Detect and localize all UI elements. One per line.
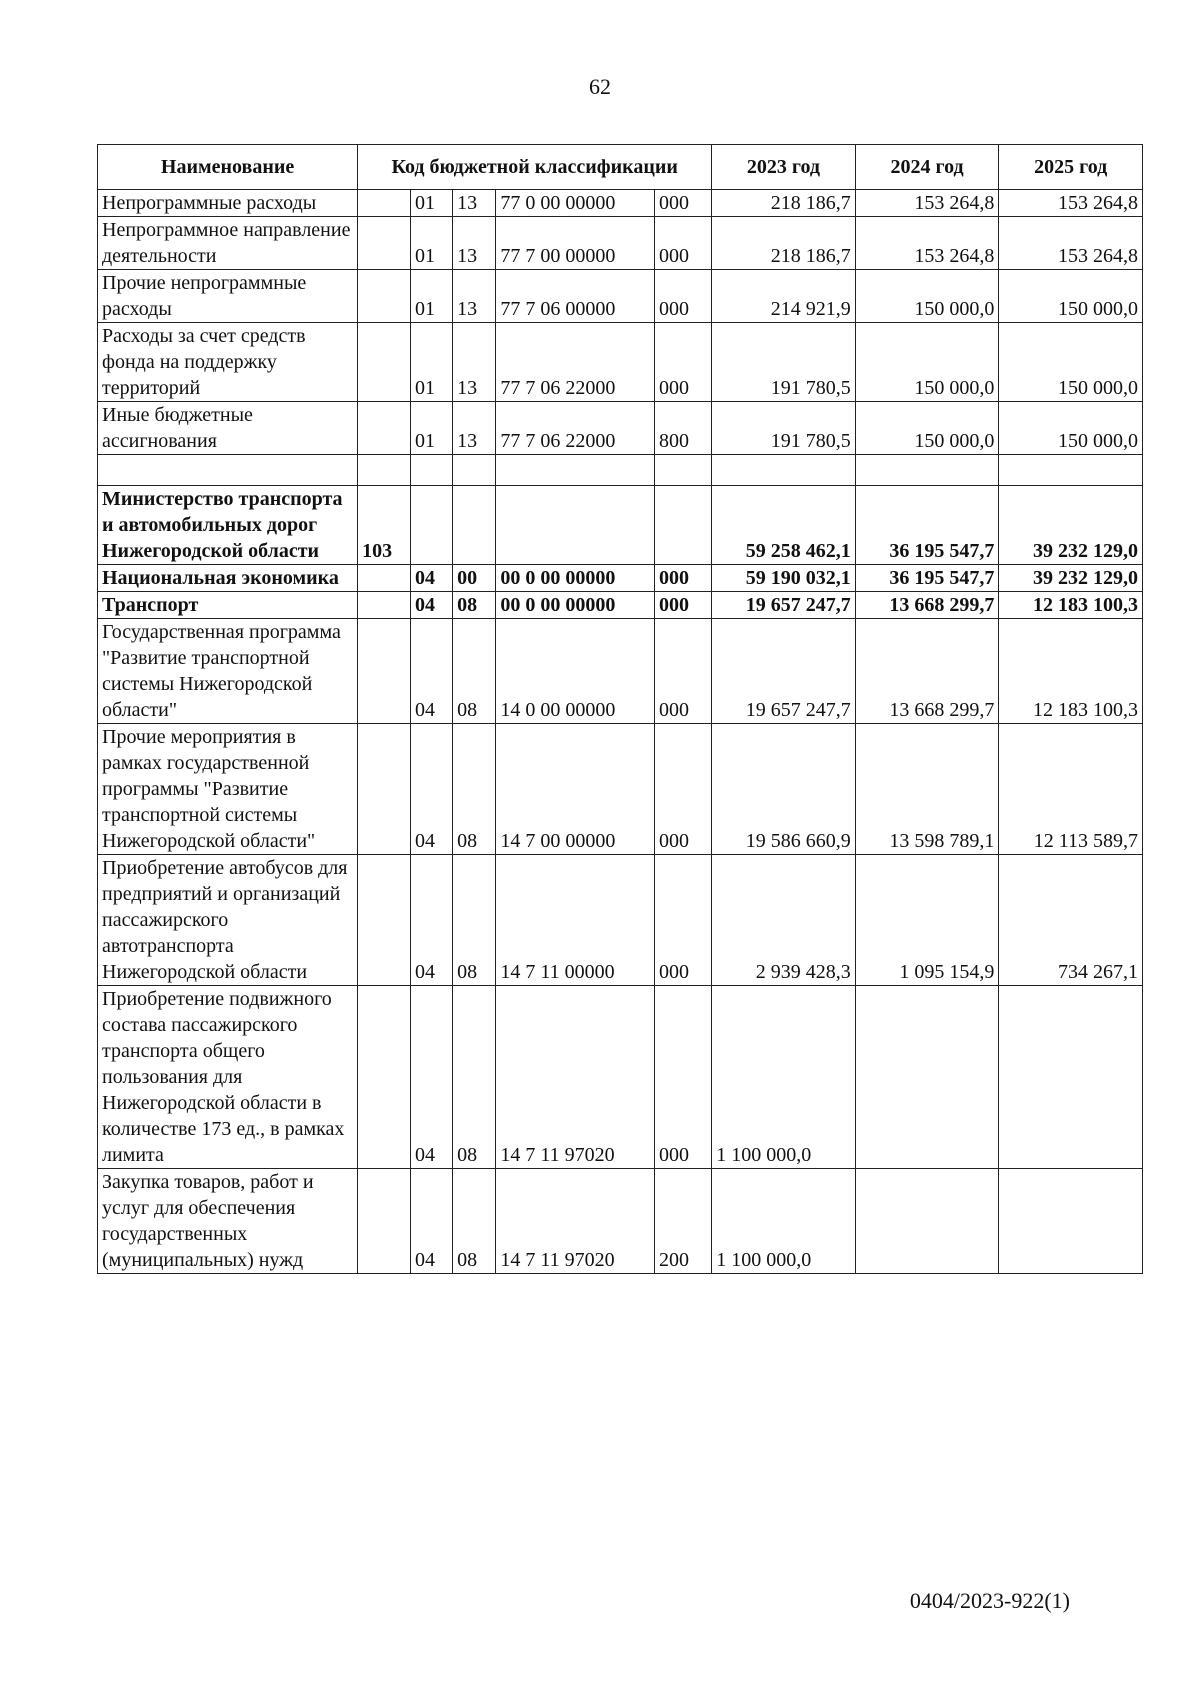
dept-code bbox=[358, 402, 411, 455]
target-article-code: 00 0 00 00000 bbox=[496, 592, 655, 619]
expense-type-code: 800 bbox=[655, 402, 712, 455]
amount-2025 bbox=[999, 986, 1143, 1169]
section-code: 01 bbox=[411, 402, 453, 455]
table-row bbox=[98, 323, 1143, 402]
table-row bbox=[98, 1169, 1143, 1274]
document-code: 0404/2023-922(1) bbox=[909, 1588, 1070, 1613]
section-code: 04 bbox=[411, 986, 453, 1169]
amount-2024: 36 195 547,7 bbox=[855, 486, 999, 565]
target-article-code: 14 7 11 97020 bbox=[496, 986, 655, 1169]
table-row bbox=[98, 592, 1143, 619]
expense-type-code: 000 bbox=[655, 323, 712, 402]
expense-type-code: 000 bbox=[655, 592, 712, 619]
amount-2023: 2 939 428,3 bbox=[712, 855, 856, 986]
dept-code bbox=[358, 190, 411, 217]
expense-type-code: 000 bbox=[655, 190, 712, 217]
amount-2023: 1 100 000,0 bbox=[712, 1169, 856, 1274]
header-2023: 2023 год bbox=[712, 145, 856, 190]
target-article-code: 14 7 11 00000 bbox=[496, 855, 655, 986]
amount-2023: 191 780,5 bbox=[712, 323, 856, 402]
budget-table bbox=[97, 144, 1143, 1274]
amount-2025: 734 267,1 bbox=[999, 855, 1143, 986]
row-name: Непрограммные расходы bbox=[98, 190, 358, 217]
amount-2024: 150 000,0 bbox=[855, 402, 999, 455]
table-row bbox=[98, 486, 1143, 565]
dept-code bbox=[358, 565, 411, 592]
row-name: Прочие непрограммные расходы bbox=[98, 270, 358, 323]
table-row bbox=[98, 402, 1143, 455]
dept-code bbox=[358, 724, 411, 855]
dept-code bbox=[358, 217, 411, 270]
target-article-code: 77 7 00 00000 bbox=[496, 217, 655, 270]
subsection-code: 13 bbox=[453, 217, 496, 270]
target-article-code: 77 7 06 00000 bbox=[496, 270, 655, 323]
amount-2023: 19 586 660,9 bbox=[712, 724, 856, 855]
amount-2023: 218 186,7 bbox=[712, 190, 856, 217]
amount-2023: 19 657 247,7 bbox=[712, 619, 856, 724]
section-code: 04 bbox=[411, 592, 453, 619]
section-code: 04 bbox=[411, 855, 453, 986]
amount-2025: 39 232 129,0 bbox=[999, 486, 1143, 565]
amount-2025: 39 232 129,0 bbox=[999, 565, 1143, 592]
amount-2025 bbox=[999, 1169, 1143, 1274]
table-row bbox=[98, 619, 1143, 724]
amount-2025: 150 000,0 bbox=[999, 323, 1143, 402]
section-code: 01 bbox=[411, 190, 453, 217]
amount-2024: 153 264,8 bbox=[855, 190, 999, 217]
dept-code bbox=[358, 323, 411, 402]
subsection-code: 13 bbox=[453, 402, 496, 455]
subsection-code: 13 bbox=[453, 323, 496, 402]
section-code: 01 bbox=[411, 217, 453, 270]
subsection-code: 08 bbox=[453, 592, 496, 619]
section-code: 04 bbox=[411, 724, 453, 855]
header-2025: 2025 год bbox=[999, 145, 1143, 190]
table-row bbox=[98, 986, 1143, 1169]
dept-code bbox=[358, 619, 411, 724]
amount-2024 bbox=[855, 986, 999, 1169]
amount-2023: 218 186,7 bbox=[712, 217, 856, 270]
row-name: Министерство транспорта и автомобильных дорог Нижегородской области bbox=[98, 486, 358, 565]
header-name: Наименование bbox=[98, 145, 358, 190]
amount-2024 bbox=[855, 1169, 999, 1274]
section-code: 01 bbox=[411, 323, 453, 402]
amount-2023: 59 258 462,1 bbox=[712, 486, 856, 565]
row-name: Приобретение подвижного состава пассажирского транспорта общего пользования для Нижегородской области в количестве 173 ед., в рамках лимита bbox=[98, 986, 358, 1169]
amount-2025: 12 113 589,7 bbox=[999, 724, 1143, 855]
expense-type-code: 000 bbox=[655, 724, 712, 855]
row-name: Транспорт bbox=[98, 592, 358, 619]
header-row bbox=[98, 145, 1143, 190]
target-article-code: 77 7 06 22000 bbox=[496, 323, 655, 402]
amount-2024: 13 668 299,7 bbox=[855, 619, 999, 724]
table-row bbox=[98, 270, 1143, 323]
amount-2024: 153 264,8 bbox=[855, 217, 999, 270]
amount-2025: 150 000,0 bbox=[999, 402, 1143, 455]
subsection-code: 08 bbox=[453, 619, 496, 724]
subsection-code: 13 bbox=[453, 190, 496, 217]
table-row bbox=[98, 190, 1143, 217]
section-code: 01 bbox=[411, 270, 453, 323]
table-row bbox=[98, 724, 1143, 855]
expense-type-code: 000 bbox=[655, 619, 712, 724]
expense-type-code: 000 bbox=[655, 565, 712, 592]
row-name: Расходы за счет средств фонда на поддержку территорий bbox=[98, 323, 358, 402]
subsection-code: 08 bbox=[453, 855, 496, 986]
subsection-code: 08 bbox=[453, 1169, 496, 1274]
empty-row bbox=[98, 455, 1143, 486]
row-name: Национальная экономика bbox=[98, 565, 358, 592]
section-code: 04 bbox=[411, 565, 453, 592]
section-code: 04 bbox=[411, 619, 453, 724]
row-name: Государственная программа "Развитие транспортной системы Нижегородской области" bbox=[98, 619, 358, 724]
target-article-code: 77 7 06 22000 bbox=[496, 402, 655, 455]
subsection-code bbox=[453, 486, 496, 565]
subsection-code: 00 bbox=[453, 565, 496, 592]
row-name: Приобретение автобусов для предприятий и организаций пассажирского автотранспорта Нижегородской области bbox=[98, 855, 358, 986]
amount-2024: 150 000,0 bbox=[855, 323, 999, 402]
expense-type-code: 000 bbox=[655, 986, 712, 1169]
amount-2024: 36 195 547,7 bbox=[855, 565, 999, 592]
amount-2025: 153 264,8 bbox=[999, 190, 1143, 217]
expense-type-code: 000 bbox=[655, 217, 712, 270]
target-article-code bbox=[496, 486, 655, 565]
target-article-code: 77 0 00 00000 bbox=[496, 190, 655, 217]
amount-2024: 150 000,0 bbox=[855, 270, 999, 323]
amount-2025: 12 183 100,3 bbox=[999, 592, 1143, 619]
expense-type-code: 200 bbox=[655, 1169, 712, 1274]
amount-2024: 13 598 789,1 bbox=[855, 724, 999, 855]
target-article-code: 14 0 00 00000 bbox=[496, 619, 655, 724]
table-row bbox=[98, 855, 1143, 986]
row-name: Закупка товаров, работ и услуг для обеспечения государственных (муниципальных) нужд bbox=[98, 1169, 358, 1274]
dept-code bbox=[358, 986, 411, 1169]
target-article-code: 00 0 00 00000 bbox=[496, 565, 655, 592]
expense-type-code: 000 bbox=[655, 855, 712, 986]
subsection-code: 08 bbox=[453, 724, 496, 855]
target-article-code: 14 7 11 97020 bbox=[496, 1169, 655, 1274]
section-code: 04 bbox=[411, 1169, 453, 1274]
expense-type-code: 000 bbox=[655, 270, 712, 323]
expense-type-code bbox=[655, 486, 712, 565]
amount-2023: 214 921,9 bbox=[712, 270, 856, 323]
row-name: Прочие мероприятия в рамках государственной программы "Развитие транспортной системы Нижегородской области" bbox=[98, 724, 358, 855]
header-2024: 2024 год bbox=[855, 145, 999, 190]
amount-2024: 13 668 299,7 bbox=[855, 592, 999, 619]
subsection-code: 08 bbox=[453, 986, 496, 1169]
dept-code bbox=[358, 592, 411, 619]
row-name: Иные бюджетные ассигнования bbox=[98, 402, 358, 455]
dept-code bbox=[358, 270, 411, 323]
amount-2023: 19 657 247,7 bbox=[712, 592, 856, 619]
amount-2025: 150 000,0 bbox=[999, 270, 1143, 323]
dept-code: 103 bbox=[358, 486, 411, 565]
amount-2024: 1 095 154,9 bbox=[855, 855, 999, 986]
table-row bbox=[98, 217, 1143, 270]
page-number: 62 bbox=[589, 74, 611, 99]
row-name: Непрограммное направление деятельности bbox=[98, 217, 358, 270]
section-code bbox=[411, 486, 453, 565]
header-code: Код бюджетной классификации bbox=[358, 145, 712, 190]
dept-code bbox=[358, 1169, 411, 1274]
amount-2023: 1 100 000,0 bbox=[712, 986, 856, 1169]
amount-2023: 59 190 032,1 bbox=[712, 565, 856, 592]
amount-2025: 153 264,8 bbox=[999, 217, 1143, 270]
table-row bbox=[98, 565, 1143, 592]
subsection-code: 13 bbox=[453, 270, 496, 323]
amount-2025: 12 183 100,3 bbox=[999, 619, 1143, 724]
amount-2023: 191 780,5 bbox=[712, 402, 856, 455]
dept-code bbox=[358, 855, 411, 986]
target-article-code: 14 7 00 00000 bbox=[496, 724, 655, 855]
